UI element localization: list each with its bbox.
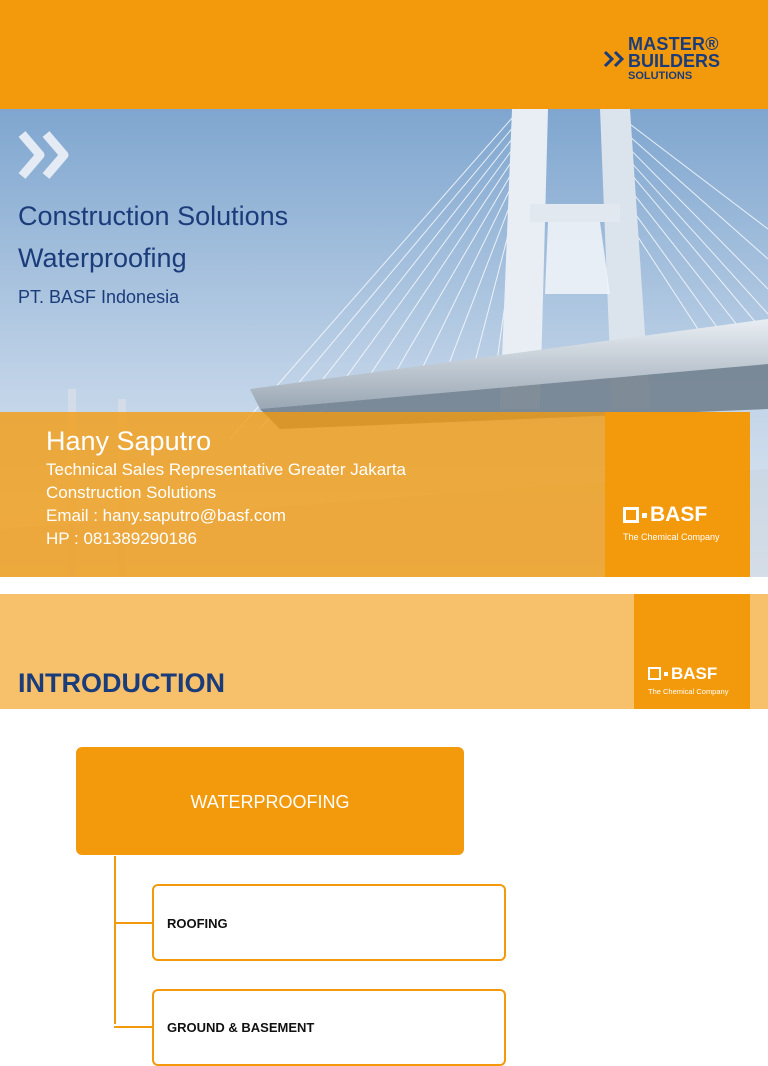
tree-connector-roofing xyxy=(114,922,152,924)
basf-square-icon xyxy=(623,507,639,523)
double-chevron-icon xyxy=(604,51,626,67)
master-builders-logo xyxy=(604,34,744,86)
basf-wordmark: BASF xyxy=(671,664,718,683)
presenter-email: Email : hany.saputro@basf.com xyxy=(46,506,286,525)
roofing-node xyxy=(152,884,506,961)
slide-title-line-1: Construction Solutions xyxy=(18,201,289,231)
tree-connector-basement xyxy=(114,1026,152,1028)
basf-tagline: The Chemical Company xyxy=(623,532,720,542)
top-header-bar xyxy=(0,0,768,109)
presenter-department: Construction Solutions xyxy=(46,483,217,502)
presenter-role: Technical Sales Representative Greater Jakarta xyxy=(46,460,407,479)
company-subtitle: PT. BASF Indonesia xyxy=(18,287,180,307)
waterproofing-root-node xyxy=(76,747,464,855)
basf-logo-panel xyxy=(634,594,750,709)
ground-basement-node-label: GROUND & BASEMENT xyxy=(167,1020,315,1035)
introduction-slide xyxy=(0,594,768,1035)
basf-tagline: The Chemical Company xyxy=(648,687,729,696)
logo-line-builders: BUILDERS xyxy=(628,51,721,71)
root-node-label: WATERPROOFING xyxy=(190,792,350,812)
logo-line-solutions: SOLUTIONS xyxy=(628,70,693,82)
slide-heading: INTRODUCTION xyxy=(18,668,225,698)
basf-dot-icon xyxy=(664,672,668,676)
presenter-phone: HP : 081389290186 xyxy=(46,529,197,548)
basf-dot-icon xyxy=(642,513,647,518)
presenter-name: Hany Saputro xyxy=(46,426,212,456)
basf-square-icon xyxy=(648,667,661,680)
basf-wordmark: BASF xyxy=(650,503,708,526)
tree-connector-vertical xyxy=(114,856,116,1024)
ground-basement-node xyxy=(152,989,506,1066)
basf-logo-panel xyxy=(605,412,750,577)
logo-line-master: MASTER® xyxy=(628,34,719,54)
slide-title-line-2: Waterproofing xyxy=(18,243,187,273)
double-chevron-icon xyxy=(18,130,76,180)
roofing-node-label: ROOFING xyxy=(167,916,228,931)
